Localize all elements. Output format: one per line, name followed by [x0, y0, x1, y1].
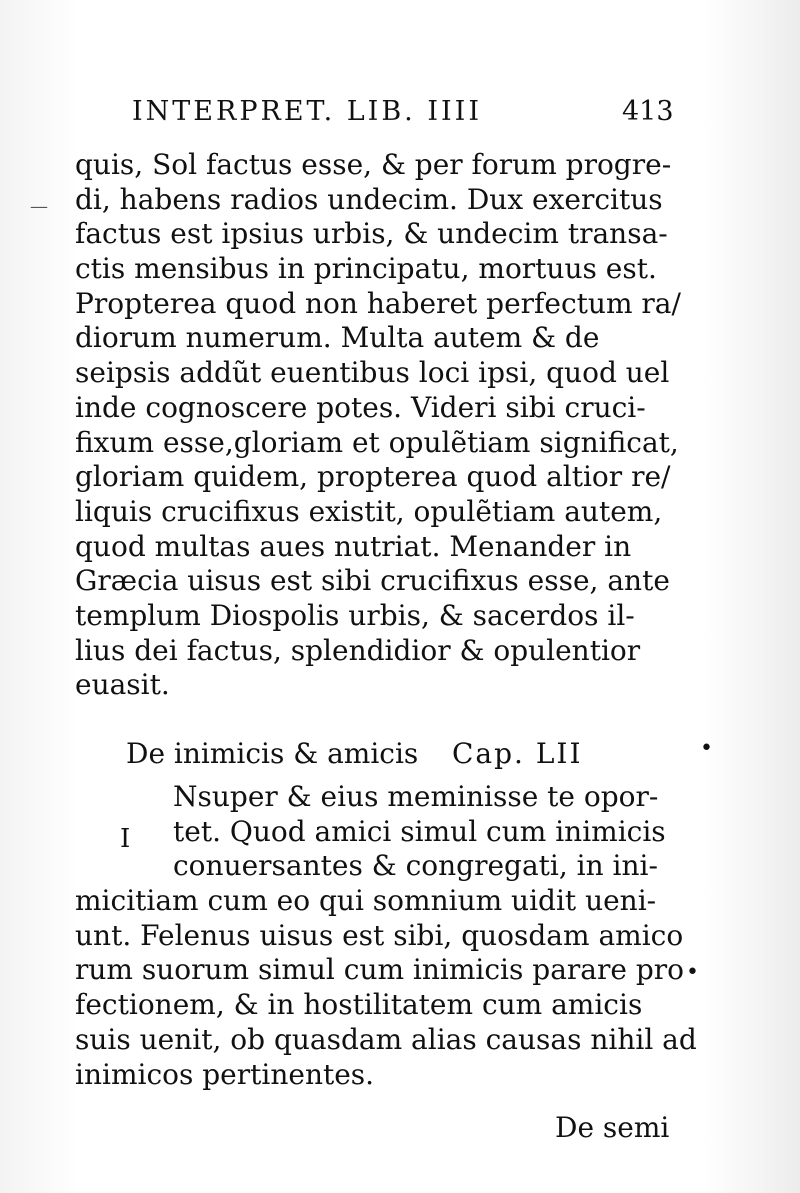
- text-line: gloriam quidem, propterea quod altior re/: [75, 460, 671, 494]
- text-line: quis, Sol factus esse, & per forum progre-: [75, 148, 672, 181]
- text-line: inimicos pertinentes.: [75, 1057, 375, 1091]
- body-text: [75, 148, 679, 703]
- margin-dot-mark: •: [686, 960, 699, 985]
- margin-dot-mark: •: [700, 736, 713, 761]
- initial-letter: I: [120, 824, 131, 854]
- chapter-number: Cap. LII: [452, 737, 583, 770]
- text-line: factus est ipsius urbis, & undecim transa-: [75, 217, 668, 251]
- text-line: Propterea quod non haberet perfectum ra/: [75, 286, 681, 320]
- catchword: De semi: [555, 1111, 670, 1144]
- text-line: micitiam cum eo qui somnium uidit ueni-: [75, 884, 657, 918]
- text-line: rum suorum simul cum inimicis parare pro: [75, 953, 684, 987]
- text-line: conuersantes & congregati, in ini-: [173, 849, 658, 883]
- chapter-heading: [126, 737, 666, 770]
- text-line: diorum numerum. Multa autem & de: [75, 321, 600, 355]
- running-title: INTERPRET. LIB. IIII: [132, 96, 483, 127]
- margin-dash-mark: —: [30, 196, 48, 217]
- text-line: lius dei factus, splendidior & opulentior: [75, 633, 641, 667]
- text-line: Græcia uisus est sibi crucifixus esse, ante: [75, 564, 670, 598]
- page-header: [132, 96, 702, 136]
- text-line: inde cognoscere potes. Videri sibi cruci-: [75, 390, 646, 424]
- chapter-body: [75, 780, 697, 1092]
- text-line: templum Diospolis urbis, & sacerdos il-: [75, 598, 635, 632]
- text-line: seipsis addũt euentibus loci ipsi, quod uel: [75, 356, 670, 390]
- text-line: euasit.: [75, 668, 170, 702]
- text-line: liquis crucifixus existit, opulẽtiam autem,: [75, 494, 663, 528]
- text-line: fectionem, & in hostilitatem cum amicis: [75, 988, 643, 1022]
- text-line: di, habens radios undecim. Dux exercitus: [75, 182, 663, 216]
- text-line: suis uenit, ob quasdam alias causas nihil ad: [75, 1022, 697, 1056]
- page-number: 413: [622, 96, 674, 127]
- text-line: unt. Felenus uisus est sibi, quosdam amico: [75, 918, 684, 952]
- text-line: fixum esse,gloriam et opulẽtiam significat,: [75, 425, 679, 459]
- text-line: ctis mensibus in principatu, mortuus est.: [75, 252, 657, 286]
- text-line: quod multas aues nutriat. Menander in: [75, 529, 632, 563]
- text-line: Nsuper & eius meminisse te opor-: [173, 780, 659, 813]
- chapter-title: De inimicis & amicis: [126, 737, 419, 770]
- text-line: tet. Quod amici simul cum inimicis: [173, 814, 666, 848]
